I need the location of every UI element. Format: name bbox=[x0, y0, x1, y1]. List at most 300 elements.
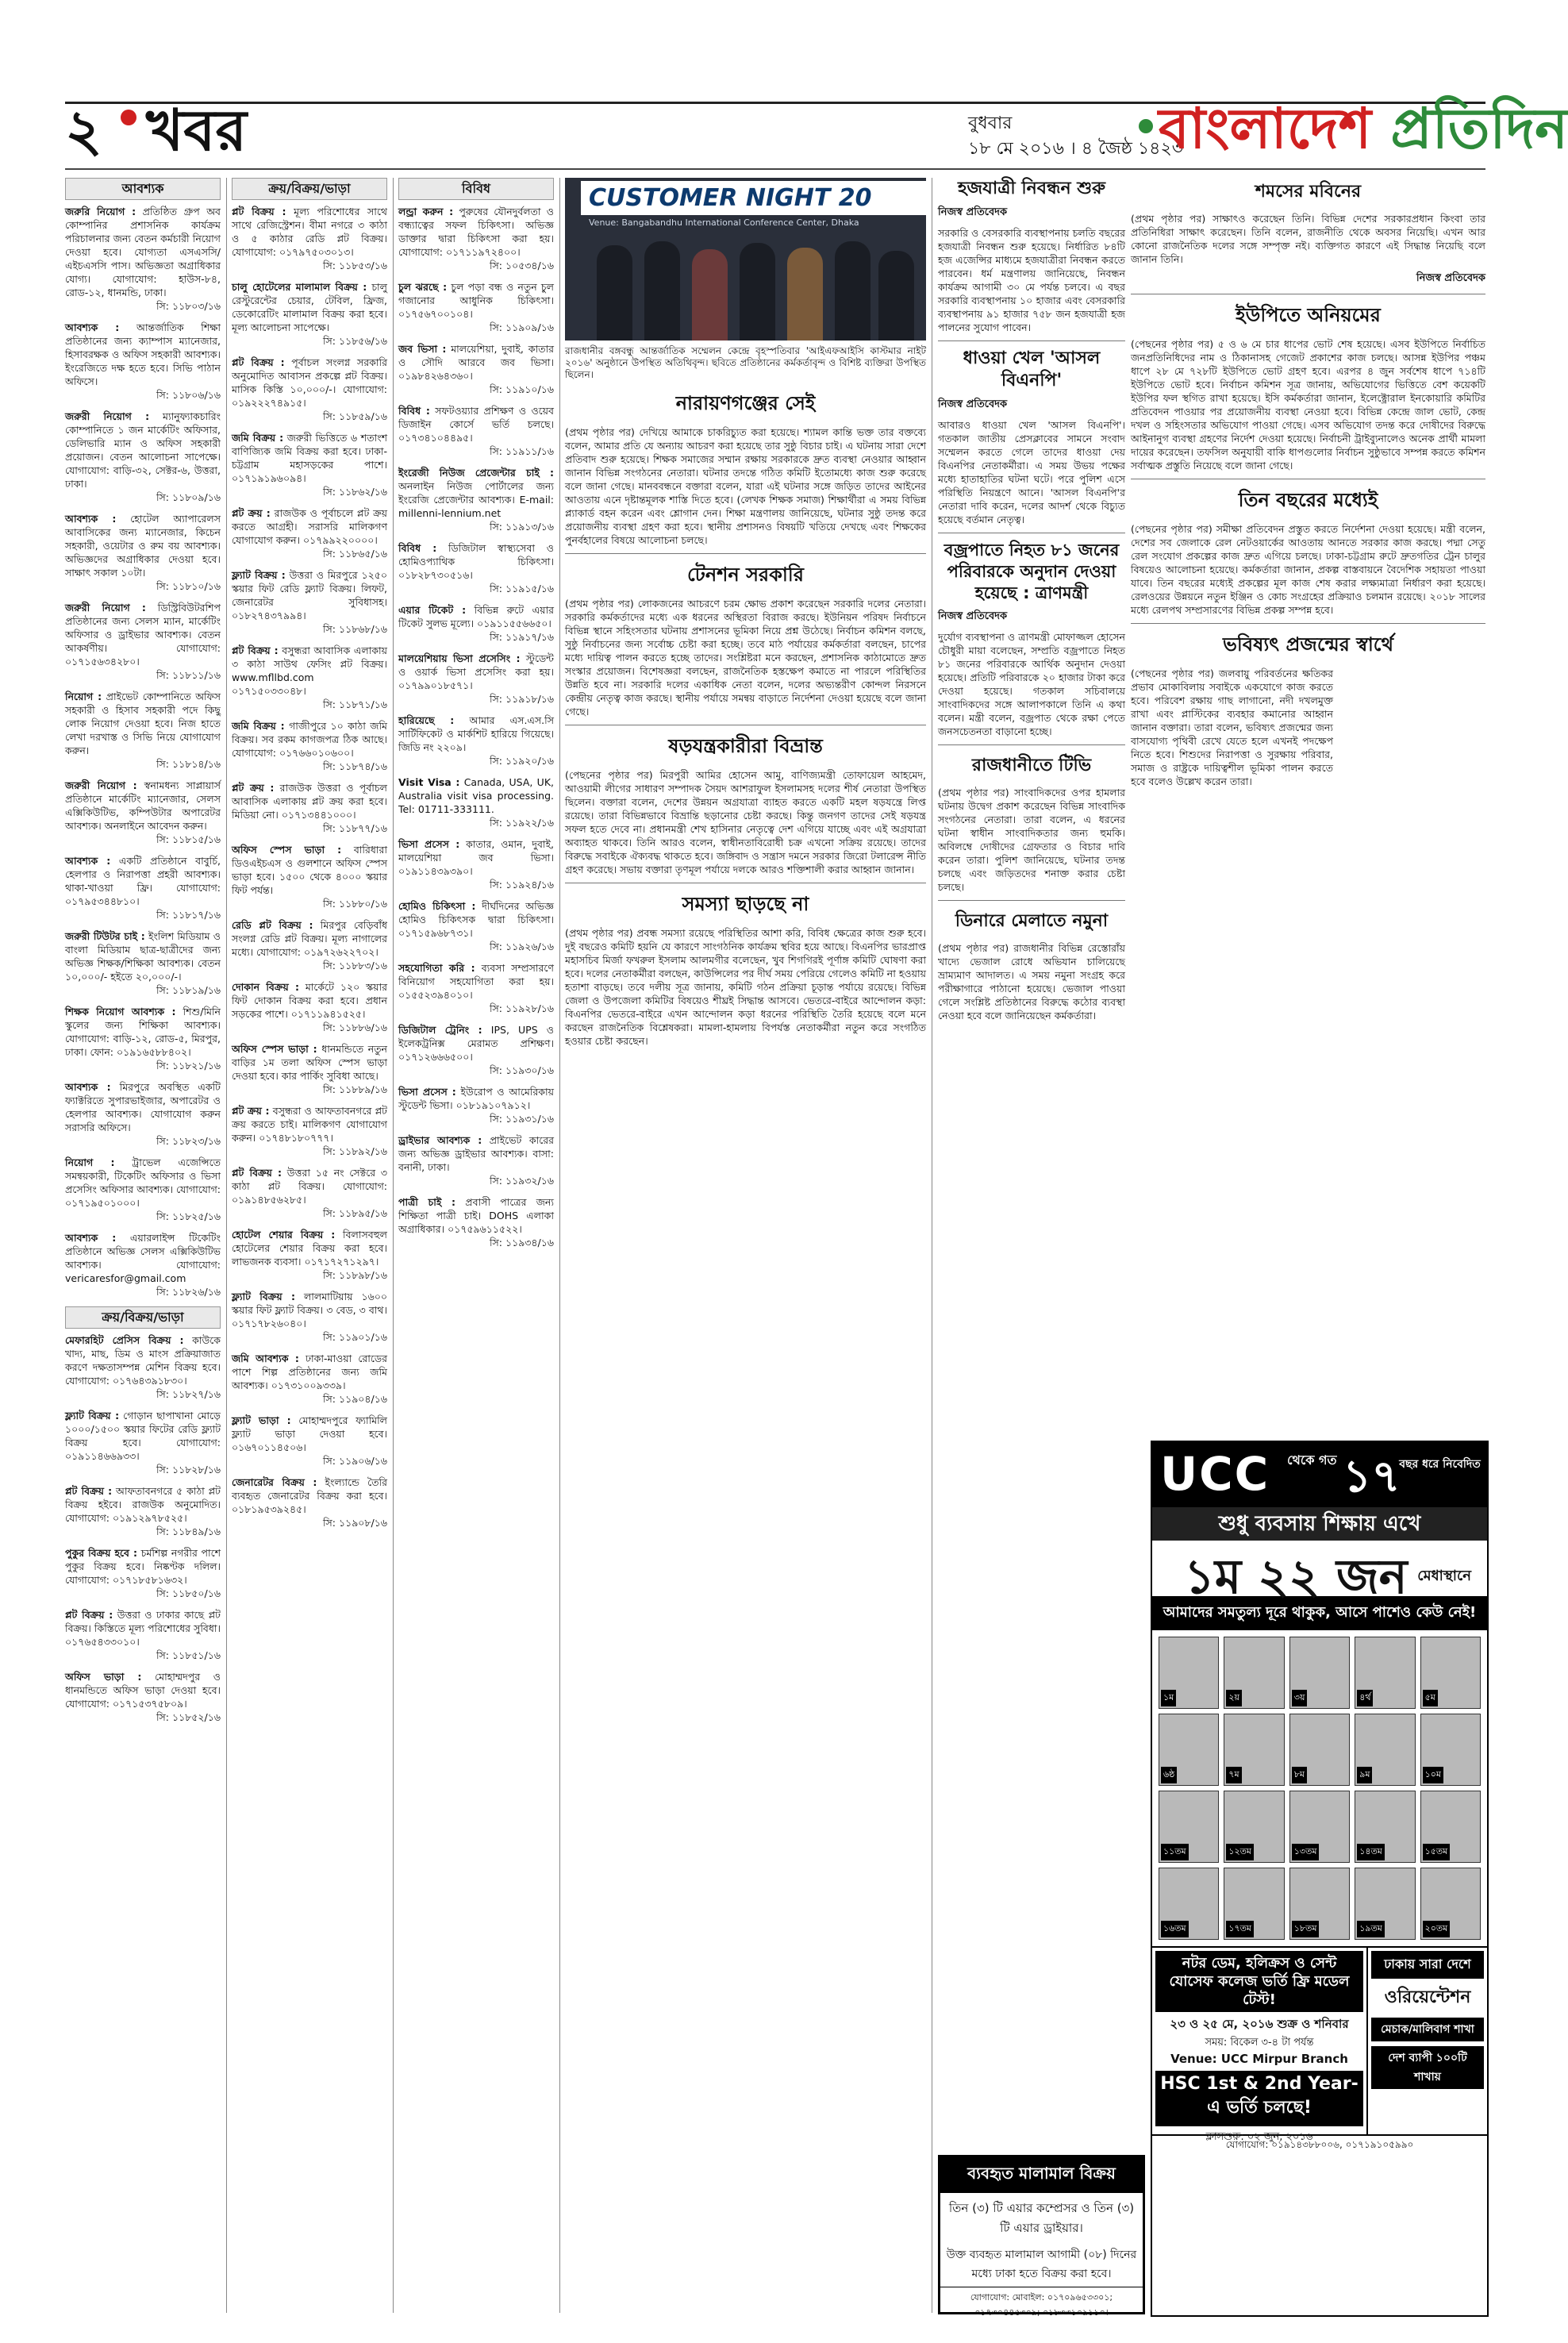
ad-lead: শিক্ষক নিয়োগ আবশ্যক : bbox=[65, 1006, 176, 1018]
classified-ad bbox=[398, 837, 554, 891]
person-figure bbox=[787, 248, 823, 340]
ad-lead: অফিস ভাড়া : bbox=[65, 1671, 142, 1683]
ad-reference: সি: ১১৮৪৯/১৬ bbox=[156, 1525, 221, 1537]
ad-lead: প্লট বিক্রয় : bbox=[65, 1609, 113, 1621]
day-name: বুধবার bbox=[968, 113, 1013, 133]
ad-text: প্রাইভেট কারের জন্য অভিজ্ঞ ড্রাইভার আবশ্যক। বাসা: বনানী, ঢাকা। bbox=[398, 1134, 554, 1173]
ad-text: ঢাকা-মাওয়া রোডের পাশে শিল্প প্রতিষ্ঠানের জন্য জমি আবশ্যক। ০১৭৩১০০৯৩৩৯। bbox=[232, 1352, 387, 1391]
ad-reference: সি: ১১৮৮৬/১৬ bbox=[322, 1021, 387, 1033]
ucc-tag: থেকে গত bbox=[1287, 1452, 1337, 1468]
ad-lead: আবশ্যক : bbox=[65, 1081, 111, 1093]
ad-lead: জরুরী নিয়োগ : bbox=[65, 602, 146, 614]
ucc-result bbox=[1152, 1541, 1487, 1605]
divider bbox=[938, 900, 1125, 901]
ad-lead: আবশ্যক : bbox=[65, 321, 120, 333]
classified-ad bbox=[398, 603, 554, 644]
student-rank: ১১তম bbox=[1161, 1844, 1189, 1860]
bullet-dot bbox=[121, 110, 136, 125]
ad-lead: ভিসা প্রসেস : bbox=[398, 1086, 456, 1098]
student-photo bbox=[1159, 1791, 1219, 1863]
masthead bbox=[0, 0, 1568, 171]
classified-ad bbox=[65, 1231, 221, 1298]
logo-dot bbox=[1139, 119, 1153, 133]
classified-ad bbox=[398, 1085, 554, 1125]
ad-lead: রেডি প্লট বিক্রয় : bbox=[232, 919, 313, 931]
ad-reference: সি: ১১৯১৭/১৬ bbox=[489, 631, 554, 643]
ad-text: প্রাইভেট কোম্পানিতে অফিস সহকারী ও হিসাব সহকারী পদে কিছু লোক নিয়োগ দেওয়া হবে। নিজ হাতে লেখা দরখাস্ত ও সিভি নিয়ে যোগাযোগ করুন। bbox=[65, 691, 221, 756]
classified-ad bbox=[232, 1166, 387, 1220]
ad-reference: সি: ১১৮৫২/১৬ bbox=[156, 1711, 221, 1723]
ad-reference: সি: ১১৯২০/১৬ bbox=[489, 755, 554, 767]
ad-reference: সি: ১১৮৫৩/১৬ bbox=[322, 260, 387, 271]
ad-reference: সি: ১১৮০৩/১৬ bbox=[156, 300, 221, 312]
ad-lead: জমি বিক্রয় : bbox=[232, 432, 284, 444]
column-header: ক্রয়/বিক্রয়/ভাড়া bbox=[65, 1306, 221, 1329]
byline: নিজস্ব প্রতিবেদক bbox=[938, 610, 1008, 622]
student-rank: ১৭তম bbox=[1226, 1921, 1254, 1937]
classified-ad bbox=[232, 1352, 387, 1406]
ad-reference: সি: ১১৮৫৬/১৬ bbox=[322, 335, 387, 347]
column-divider bbox=[393, 178, 394, 2313]
ad-text: দীর্ঘদিনের অভিজ্ঞ হোমিও চিকিৎসক দ্বারা চিকিৎসা। ০১৭১৫৯৬৮৭৩১। bbox=[398, 900, 554, 939]
logo-part-green: প্রতিদিন bbox=[1390, 96, 1568, 161]
classified-ad bbox=[65, 1080, 221, 1148]
ad-text: একটি প্রতিষ্ঠানে বাবুর্চি, হেলপার ও নিরাপত্তা প্রহরী আবশ্যক। থাকা-খাওয়া ফ্রি। যোগাযোগ: ০১৭৯৫৩৪৪৮১০। bbox=[65, 855, 221, 907]
ucc-contact: যোগাযোগ: ০১৯১৪৩৮৮০০৬, ০১৭১৯১০৫৯৯০ bbox=[1152, 2134, 1487, 2156]
ucc-header bbox=[1152, 1442, 1487, 1507]
ad-text: উত্তরা ১৫ নং সেক্টরে ৩ কাঠা প্লট বিক্রয়। যোগাযোগ: ০১৯১৪৮৫৬২৮৫। bbox=[232, 1167, 387, 1206]
photo-banner bbox=[581, 181, 926, 215]
classified-ad bbox=[232, 719, 387, 773]
ad-lead: নিয়োগ : bbox=[65, 1156, 115, 1168]
ad-reference: সি: ১১৮২৭/১৬ bbox=[156, 1388, 221, 1400]
ad-text: রাজউক উত্তরা ও পূর্বাচল আবাসিক এলাকায় প্লট ক্রয় করা হবে। মিডিয়া নো। ০১৭১৩৪৪১০০০। bbox=[232, 782, 387, 821]
student-photo bbox=[1224, 1637, 1284, 1709]
classified-ad bbox=[65, 929, 221, 997]
sale-deadline: উক্ত ব্যবহৃত মালামাল আগামী (০৮) দিনের মধ্যে ঢাকা হতে বিক্রয় করা হবে। bbox=[946, 2249, 1137, 2280]
student-photo bbox=[1289, 1714, 1350, 1786]
student-photo bbox=[1355, 1868, 1415, 1940]
ad-reference: সি: ১১৮৬২/১৬ bbox=[322, 486, 387, 498]
news-column-6 bbox=[1131, 178, 1485, 788]
ad-reference: সি: ১১৮৮৯/১৬ bbox=[322, 1083, 387, 1095]
ad-reference: সি: ১১৮৮৩/১৬ bbox=[322, 960, 387, 971]
ad-lead: ফ্ল্যাট বিক্রয় : bbox=[65, 1410, 120, 1422]
ad-text: ট্রাভেল এজেন্সিতে সমন্বয়কারী, টিকেটিং অফিসার ও ভিসা প্রসেসিং অফিসার আবশ্যক। যোগাযোগ: ০১৭১৯৫০১০০০। bbox=[65, 1156, 221, 1209]
classified-column-2 bbox=[232, 178, 387, 2313]
ucc-test-date: ২৩ ও ২৫ মে, ২০১৬ শুক্র ও শনিবার bbox=[1170, 2017, 1349, 2031]
student-photo bbox=[1224, 1714, 1284, 1786]
ad-lead: জরুরি নিয়োগ : bbox=[65, 206, 136, 217]
classified-ad bbox=[398, 652, 554, 706]
ad-reference: সি: ১১৮২৩/১৬ bbox=[156, 1135, 221, 1147]
ad-reference: সি: ১১৮১৪/১৬ bbox=[156, 758, 221, 770]
classified-ad bbox=[232, 644, 387, 711]
classified-ad bbox=[65, 1156, 221, 1223]
ad-text: ম্যানুফ্যাকচারিং কোম্পানিতে ১ জন মার্কেটিং অফিসার, ডেলিভারি ম্যান ও অফিস সহকারী প্রয়োজন। বেতন আলোচনা সাপেক্ষে। যোগাযোগ: বাড়ি-৩২, সেক্টর-৬, উত্তরা, ঢাকা। bbox=[65, 410, 221, 490]
classified-ad bbox=[232, 431, 387, 498]
ad-lead: Visit Visa : bbox=[398, 776, 460, 788]
ad-reference: সি: ১১৯৩০/১৬ bbox=[489, 1064, 554, 1076]
ad-lead: আবশ্যক : bbox=[65, 855, 111, 867]
ad-reference: সি: ১১৮৬৮/১৬ bbox=[322, 623, 387, 635]
byline: নিজস্ব প্রতিবেদক bbox=[1416, 272, 1485, 284]
newspaper-logo bbox=[1159, 86, 1568, 179]
classified-ad bbox=[232, 506, 387, 560]
person-figure bbox=[597, 245, 632, 340]
article-headline: ভবিষ্যৎ প্রজন্মের স্বার্থে bbox=[1223, 633, 1393, 656]
ad-text: মিরপুর বেড়িবাঁধ সংলগ্ন রেডি প্লট বিক্রয়। মূল্য নাগালের মধ্যে। যোগাযোগ: ০১৯৭২৬২২৭০২। bbox=[232, 919, 387, 958]
ucc-advertisement bbox=[1151, 1441, 1489, 2317]
ad-lead: নিয়োগ : bbox=[65, 691, 102, 702]
student-rank: ১ম bbox=[1161, 1690, 1176, 1706]
ad-lead: প্লট ক্রয় : bbox=[232, 507, 271, 519]
ad-text: IPS, UPS ও ইলেকট্রনিক্স মেরামত প্রশিক্ষণ। ০১৭১২৬৬৬৫০০। bbox=[398, 1024, 554, 1063]
ad-text: সফটওয়্যার প্রশিক্ষণ ও ওয়েব ডিজাইন কোর্সে ভর্তি চলছে। ০১৭৩৪১০৪৪৯৫। bbox=[398, 405, 554, 444]
student-photo bbox=[1355, 1791, 1415, 1863]
ad-lead: প্লট বিক্রয় : bbox=[232, 356, 285, 368]
ad-text: বসুন্ধরা ও আফতাবনগরে প্লট ক্রয় করতে চাই। মালিকগণ যোগাযোগ করুন। ০১৭৪৮১৮০৭৭৭। bbox=[232, 1105, 387, 1144]
ad-text: ডিস্ট্রিবিউটরশিপ প্রতিষ্ঠানের জন্য সেলস ম্যান, মার্কেটিং অফিসার ও ড্রাইভার আবশ্যক। বেতন আকর্ষণীয়। যোগাযোগ: ০১৭১৫৬৩৪২৮০। bbox=[65, 602, 221, 668]
ad-lead: প্লট বিক্রয় : bbox=[65, 1485, 113, 1497]
sale-notice bbox=[938, 2155, 1145, 2318]
ad-reference: সি: ১১৯২৬/১৬ bbox=[489, 941, 554, 952]
classified-ad bbox=[398, 1023, 554, 1077]
ad-reference: সি: ১১৯১১/১৬ bbox=[489, 445, 554, 457]
ad-lead: ডিজিটাল ট্রেনিং : bbox=[398, 1024, 482, 1036]
article-body: (প্রথম পৃষ্ঠার পর) লোকজনের আচরণে চরম ক্ষোভ প্রকাশ করেছেন সরকারি দলের নেতারা। সরকারি কর্মকর্তাদের মধ্যে এক ধরনের অস্থিরতা বিরাজ করছে। ইউনিয়ন পরিষদ নির্বাচনে বিভিন্ন স্থানে সহিংসতার ঘটনায় প্রশাসনের ভূমিকা নিয়ে প্রশ্ন উঠেছে। নির্বাচন কমিশন বলছে, সুষ্ঠু নির্বাচনের জন্য সর্বোচ্চ চেষ্টা করা হচ্ছে। তবে মাঠ পর্যায়ের কর্মকর্তারা বলছেন, চাপের মধ্যে দায়িত্ব পালন করতে হচ্ছে তাদের। সংশ্লিষ্টরা মনে করছেন, প্রশাসনিক কাঠামোতে দ্রুত সংস্কার প্রয়োজন। বিশেষজ্ঞরা বলছেন, রাজনৈতিক হস্তক্ষেপ কমাতে না পারলে পরিস্থিতির উন্নতি হবে না। সরকারি দলের একাধিক নেতা বলেন, দলের অভ্যন্তরীণ কোন্দল নিরসনে কেন্দ্রীয় নেতৃত্ব কাজ করছে। স্থানীয় পর্যায়ে সমন্বয় বাড়াতে নির্দেশনা দেওয়া হয়েছে বলে জানা গেছে। bbox=[565, 598, 926, 718]
ad-text: Canada, USA, UK, Australia visit visa processing. Tel: 01711-333111. bbox=[398, 776, 554, 815]
ad-reference: সি: ১১৯২৪/১৬ bbox=[489, 879, 554, 891]
ad-reference: সি: ১১৮২৮/১৬ bbox=[156, 1464, 221, 1475]
ad-text: ব্যবসা সম্প্রসারণে বিনিয়োগ সহযোগিতা করা হয়। ০১৫৫২৩৯৪০১০। bbox=[398, 962, 554, 1001]
ad-text: লালমাটিয়ায় ১৬০০ স্কয়ার ফিট ফ্ল্যাট বিক্রয়। ৩ বেড, ৩ বাথ। ০১৭১৭৮২৬০৪০। bbox=[232, 1291, 387, 1329]
ad-reference: সি: ১১৮১৭/১৬ bbox=[156, 909, 221, 921]
classified-ad bbox=[232, 843, 387, 910]
ad-reference: সি: ১১৯০৮/১৬ bbox=[322, 1517, 387, 1529]
ucc-claim: আমাদের সমতুল্য দূরে থাকুক, আসে পাশেও কেউ নেই! bbox=[1152, 1596, 1487, 1630]
photo-caption: রাজধানীর বঙ্গবন্ধু আন্তর্জাতিক সম্মেলন কেন্দ্রে বৃহস্পতিবার 'আইএফআইসি কাস্টমার নাইট ২০১৬' অনুষ্ঠানে উপস্থিত অতিথিবৃন্দ। ছবিতে প্রতিষ্ঠানের কর্মকর্তাবৃন্দ ও বিশিষ্ট ব্যক্তিরা উপস্থিত ছিলেন। bbox=[565, 345, 926, 380]
student-rank: ৯ম bbox=[1357, 1767, 1372, 1783]
article-headline: রাজধানীতে টিভি bbox=[971, 756, 1092, 775]
classified-ad bbox=[398, 714, 554, 768]
ad-lead: প্লট বিক্রয় : bbox=[232, 206, 286, 217]
article-headline: ধাওয়া খেল 'আসল বিএনপি' bbox=[963, 348, 1101, 390]
ad-reference: সি: ১১৮১৯/১৬ bbox=[156, 984, 221, 996]
classified-ad bbox=[232, 205, 387, 272]
student-photo-grid bbox=[1152, 1630, 1487, 1946]
article-body: (প্রথম পৃষ্ঠার পর) দেখিয়ে আমাকে চাকরিচ্যুত করা হয়েছে। শ্যামল কান্তি ভক্ত তার বক্তব্যে বলেন, আমার প্রতি যে অন্যায় আচরণ করা হয়েছে তার সুষ্ঠু বিচার চাই। এ ঘটনায় সারা দেশে প্রতিবাদ শুরু হয়েছে। শিক্ষক সমাজের সম্মান রক্ষায় সরকারকে দ্রুত ব্যবস্থা নেওয়ার আহ্বান জানান বিভিন্ন সংগঠনের নেতারা। ঘটনার তদন্তে গঠিত কমিটি ইতোমধ্যে কাজ শুরু করেছে বলে জানা গেছে। মানববন্ধনে বক্তারা বলেন, যারা এই ঘটনার সঙ্গে জড়িত তাদের আইনের আওতায় এনে দৃষ্টান্তমূলক শাস্তি দিতে হবে। (লেখক শিক্ষক সমাজ) শিক্ষার্থীরা এ সময় বিভিন্ন প্ল্যাকার্ড বহন করেন এবং শ্লোগান দেন। শিক্ষা মন্ত্রণালয় জানিয়েছে, ঘটনার সুষ্ঠু তদন্ত করে প্রয়োজনীয় ব্যবস্থা গ্রহণ করা হবে। স্থানীয় প্রশাসনও বিষয়টি খতিয়ে দেখছে এবং শিক্ষকের পুনর্বহালের বিষয়ে আলোচনা চলছে। bbox=[565, 426, 926, 546]
ad-reference: সি: ১১৮১০/১৬ bbox=[156, 580, 221, 592]
ad-text: রাজউক ও পূর্বাচলে প্লট ক্রয় করতে আগ্রহী। সরাসরি মালিকগণ যোগাযোগ করুন। ০১৭৯৯২২০০০০। bbox=[232, 507, 387, 546]
ucc-branch-title2: দেশ ব্যাপী ১০০টি শাখায় bbox=[1371, 2046, 1484, 2089]
classified-ad bbox=[65, 1608, 221, 1662]
student-rank: ১৩তম bbox=[1292, 1844, 1320, 1860]
classified-ad bbox=[65, 321, 221, 402]
ad-text: স্টুডেন্ট ও ওয়ার্ক ভিসা প্রসেসিং করা হয়। ০১৭৯৯০১৮৫৭১। bbox=[398, 652, 554, 691]
ad-reference: সি: ১১৮২৬/১৬ bbox=[156, 1286, 221, 1298]
column-header: ক্রয়/বিক্রয়/ভাড়া bbox=[232, 178, 387, 200]
ad-lead: সহযোগিতা করি : bbox=[398, 962, 475, 974]
ad-reference: সি: ১১৯১৫/১৬ bbox=[489, 583, 554, 594]
classified-ad bbox=[65, 512, 221, 593]
ad-lead: বিবিধ : bbox=[398, 405, 430, 417]
classified-ad bbox=[65, 1670, 221, 1724]
student-photo bbox=[1420, 1637, 1481, 1709]
ad-reference: সি: ১১৮২৫/১৬ bbox=[156, 1210, 221, 1222]
classified-ad bbox=[398, 280, 554, 334]
ucc-result-small: মেধাস্থানে bbox=[1417, 1568, 1471, 1584]
article-headline: তিন বছরের মধ্যেই bbox=[1238, 489, 1378, 511]
article-headline: ইউপিতে অনিয়মের bbox=[1236, 304, 1381, 326]
classified-ad bbox=[232, 1042, 387, 1096]
column-divider bbox=[226, 178, 227, 2313]
ad-lead: ভিসা প্রসেস : bbox=[398, 838, 460, 850]
student-photo bbox=[1420, 1714, 1481, 1786]
ad-text: গাজীপুরে ১০ কাঠা জমি বিক্রয়। সব রকম কাগজপত্র ঠিক আছে। যোগাযোগ: ০১৭৬৬০১০৬০০। bbox=[232, 720, 387, 759]
ad-reference: সি: ১১৯২২/১৬ bbox=[489, 817, 554, 829]
ad-text: অনলাইন নিউজ পোর্টালের জন্য ইংরেজি প্রেজেন্টার আবশ্যক। E-mail: millenni-lennium.net bbox=[398, 480, 554, 519]
student-rank: ১৯তম bbox=[1357, 1921, 1385, 1937]
student-photo bbox=[1355, 1714, 1415, 1786]
ad-text: পুরুষের যৌনদুর্বলতা ও বন্ধ্যাত্বের সফল চিকিৎসা। অভিজ্ঞ ডাক্তার দ্বারা চিকিৎসা করা হয়। যোগাযোগ: ০১৭১১৯৭২৪০০। bbox=[398, 206, 554, 258]
article-body: (প্রথম পৃষ্ঠার পর) সাক্ষাৎও করেছেন তিনি। বিভিন্ন দেশের সরকারপ্রধান কিংবা তার প্রতিনিধিরা সাক্ষাৎ করেছেন। তিনি বলেন, রাজনীতি থেকে অবসর নিয়েছি। এখন আর কোনো রাজনৈতিক দলের সঙ্গে সম্পৃক্ত নই। ব্যক্তিগত কারণে এই সিদ্ধান্ত নিয়েছি বলে জানান তিনি। bbox=[1131, 213, 1485, 265]
student-photo bbox=[1420, 1868, 1481, 1940]
ucc-branch-title: মেচাক/মালিবাগ শাখা bbox=[1371, 2018, 1484, 2041]
ad-lead: ড্রাইভার আবশ্যক : bbox=[398, 1134, 482, 1146]
classified-column-3 bbox=[398, 178, 554, 2313]
person-figure bbox=[740, 243, 775, 340]
classified-ad bbox=[398, 1133, 554, 1187]
article-body: (পেছনের পৃষ্ঠার পর) মিরপুরী আমির হোসেন আমু, বাণিজ্যমন্ত্রী তোফায়েল আহমেদ, আওয়ামী লীগের সাধারণ সম্পাদক সৈয়দ আশরাফুল ইসলামসহ দলের শীর্ষ নেতারা উপস্থিত ছিলেন। বক্তারা বলেন, দেশের উন্নয়ন অগ্রযাত্রা ব্যাহত করতে একটি মহল ষড়যন্ত্রে লিপ্ত রয়েছে। তারা বিভিন্নভাবে বিভ্রান্তি ছড়ানোর চেষ্টা করছে। কিন্তু জনগণ তাদের সেই ষড়যন্ত্র সফল হতে দেবে না। প্রধানমন্ত্রী শেখ হাসিনার নেতৃত্বে দেশ এগিয়ে যাচ্ছে এবং এই অগ্রযাত্রা অব্যাহত থাকবে। তিনি আরও বলেন, স্বাধীনতাবিরোধী চক্র এখনো সক্রিয় রয়েছে। তাদের বিরুদ্ধে সবাইকে ঐক্যবদ্ধ থাকতে হবে। জঙ্গিবাদ ও সন্ত্রাস দমনে সরকার জিরো টলারেন্স নীতি গ্রহণ করেছে। সভায় বক্তারা তৃণমূল পর্যায়ে দলকে আরও শক্তিশালী করার আহ্বান জানান। bbox=[565, 769, 926, 875]
ad-reference: সি: ১১৮৫০/১৬ bbox=[156, 1587, 221, 1599]
ad-lead: জমি আবশ্যক : bbox=[232, 1352, 299, 1364]
student-photo bbox=[1289, 1637, 1350, 1709]
ad-reference: সি: ১১৮৫১/১৬ bbox=[156, 1649, 221, 1661]
article-body: (পেছনের পৃষ্ঠার পর) ৫ ও ৬ মে চার ধাপের ভোট শেষ হয়েছে। এসব ইউপিতে নির্বাচিত জনপ্রতিনিধিদের নাম ও ঠিকানাসহ গেজেট প্রকাশের কাজ চলছে। আসন্ন ইউপির পঞ্চম ধাপে ২৮ মে ৭২৮টি ইউপিতে ভোট গ্রহণ হবে। এরপর ৪ জুন সর্বশেষ ধাপে ৭১৪টি ইউপিতে ভোট হবে। নির্বাচন কমিশন সূত্র জানায়, অভিযোগের ভিত্তিতে বেশ কয়েকটি ইউপির ফল স্থগিত রাখা হয়েছে। ইসি কর্মকর্তারা জানান, ইলেক্ট্রোরাল ইনকোয়ারি কমিটির প্রতিবেদন পাওয়ার পর প্রয়োজনীয় ব্যবস্থা নেওয়া হবে। বিভিন্ন কেন্দ্রে জাল ভোট, কেন্দ্র দখল ও সহিংসতার অভিযোগ পাওয়া গেছে। এসব অভিযোগ তদন্ত করে দোষীদের বিরুদ্ধে আইনানুগ ব্যবস্থা গ্রহণের নির্দেশ দেওয়া হয়েছে। নির্বাচনী ট্রাইব্যুনালেও অনেক প্রার্থী মামলা দায়ের করেছেন। তফসিল অনুযায়ী বাকি ধাপগুলোর নির্বাচন সুষ্ঠুভাবে সম্পন্ন করতে কমিশন সর্বাত্মক প্রস্তুতি নিয়েছে বলে জানা গেছে। bbox=[1131, 338, 1485, 471]
ad-text: চালু রেস্টুরেন্টের চেয়ার, টেবিল, ফ্রিজ, ডেকোরেটিং মালামাল বিক্রয় করা হবে। মূল্য আলোচনা সাপেক্ষে। bbox=[232, 281, 387, 333]
ad-lead: জব ভিসা : bbox=[398, 343, 447, 355]
article-headline: হজযাত্রী নিবন্ধন শুরু bbox=[957, 179, 1106, 198]
ad-reference: সি: ১১৮৭৪/১৬ bbox=[322, 760, 387, 772]
classified-ad bbox=[398, 775, 554, 829]
article-body: (প্রথম পৃষ্ঠার পর) রাজধানীর বিভিন্ন রেস্তোরাঁয় খাদ্যে ভেজাল রোধে অভিযান চালিয়েছে ভ্রাম্যমাণ আদালত। এ সময় নমুনা সংগ্রহ করে পরীক্ষাগারে পাঠানো হয়েছে। ভেজাল পাওয়া গেলে সংশ্লিষ্ট প্রতিষ্ঠানের বিরুদ্ধে কঠোর ব্যবস্থা নেওয়া হবে বলে জানিয়েছেন কর্মকর্তারা। bbox=[938, 942, 1125, 1021]
ucc-class-start: ক্লাসশুরু: ০২ জুন, ২০১৬ bbox=[1205, 2131, 1313, 2143]
ad-text: উত্তরা ও ঢাকার কাছে প্লট বিক্রয়। কিস্তিতে মূল্য পরিশোধের সুবিধা। ০১৭৬৫৪৩৩০১০। bbox=[65, 1609, 221, 1648]
classified-ad bbox=[398, 541, 554, 595]
ad-text: মার্কেটে ১২০ স্কয়ার ফিট দোকান বিক্রয় করা হবে। প্রধান সড়কের পাশে। ০১৭১১৯৪১৫২৫। bbox=[232, 981, 387, 1020]
article-body: (পেছনের পৃষ্ঠার পর) জলবায়ু পরিবর্তনের ক্ষতিকর প্রভাব মোকাবিলায় সবাইকে একযোগে কাজ করতে হবে। পরিবেশ রক্ষায় গাছ লাগানো, নদী দখলমুক্ত রাখা এবং প্লাস্টিকের ব্যবহার কমানোর আহ্বান জানান বক্তারা। তারা বলেন, ভবিষ্যৎ প্রজন্মের জন্য বাসযোগ্য পৃথিবী রেখে যেতে হলে এখনই পদক্ষেপ নিতে হবে। শিশুদের নিরাপত্তা ও সুরক্ষায় পরিবার, সমাজ ও রাষ্ট্রকে দায়িত্বশীল ভূমিকা পালন করতে হবে বলেও উল্লেখ করেন তারা। bbox=[1131, 668, 1333, 787]
ad-text: এয়ারলাইন্স টিকেটিং প্রতিষ্ঠানে অভিজ্ঞ সেলস এক্সিকিউটিভ আবশ্যক। যোগাযোগ: vericaresfor@gmail.com bbox=[65, 1232, 221, 1284]
ucc-years: ১৭ bbox=[1343, 1451, 1401, 1502]
classified-ad bbox=[232, 1290, 387, 1344]
classified-ad bbox=[65, 690, 221, 771]
classified-ad bbox=[232, 1104, 387, 1158]
ad-text: চর্মশিল্প নগরীর পাশে পুকুর বিক্রয় হবে। নিষ্কণ্টক দলিল। যোগাযোগ: ০১৭১৮৫৮১৬৩২। bbox=[65, 1547, 221, 1586]
ad-reference: সি: ১১৮৯৫/১৬ bbox=[322, 1207, 387, 1219]
ad-text: স্বনামধন্য সাপ্লায়ার্স প্রতিষ্ঠানে মার্কেটিং ম্যানেজার, সেলস এক্সিকিউটিভ, কম্পিউটার অপারেটর আবশ্যক। অনলাইনে আবেদন করুন। bbox=[65, 779, 221, 832]
classified-ad bbox=[65, 1409, 221, 1476]
student-rank: ১২তম bbox=[1226, 1844, 1254, 1860]
ad-reference: সি: ১১৯৩২/১৬ bbox=[489, 1175, 554, 1187]
student-rank: ১৫তম bbox=[1423, 1844, 1451, 1860]
ad-text: মিরপুরে অবস্থিত একটি ফ্যাক্টরিতে সুপারভাইজার, অপারেটর ও হেলপার আবশ্যক। যোগাযোগ করুন সরাসরি অফিসে। bbox=[65, 1081, 221, 1133]
student-rank: ২০তম bbox=[1423, 1921, 1451, 1937]
ad-lead: হোটেল শেয়ার বিক্রয় : bbox=[232, 1229, 336, 1241]
ad-reference: সি: ১১৮০৯/১৬ bbox=[156, 491, 221, 503]
ucc-right-text: ঢাকায় সারা দেশে bbox=[1371, 1951, 1484, 1979]
logo-part-red: বাংলাদেশ bbox=[1159, 96, 1391, 161]
student-rank: ৬ষ্ঠ bbox=[1161, 1767, 1177, 1783]
classified-ad bbox=[232, 280, 387, 348]
ad-text: কাউকে খাদ্য, মাছ, ডিম ও মাংস প্রক্রিয়াজাত করণে দক্ষতাসম্পন্ন মেশিন বিক্রয় হবে। যোগাযোগ: ০১৭৬৪৩৯১৮৩০। bbox=[65, 1334, 221, 1387]
ucc-branch-box bbox=[1368, 1948, 1487, 2134]
ad-text: প্রবাসী পাত্রের জন্য শিক্ষিতা পাত্রী চাই। DOHS এলাকা অগ্রাধিকার। ০১৭৫৯৬১১৫২২। bbox=[398, 1196, 554, 1235]
ad-text: ডিজিটাল স্বাস্থ্যসেবা ও হোমিওপ্যাথিক চিকিৎসা। ০১৮২৮৭৩০৫১৬। bbox=[398, 542, 554, 581]
ad-text: গোড়ান ছাপাখানা মোড়ে ১০০০/১৫০০ স্কয়ার ফিটের রেডি ফ্ল্যাট বিক্রয় হবে। যোগাযোগ: ০১৯১১৪৬৬৯৩৩। bbox=[65, 1410, 221, 1462]
ad-lead: আবশ্যক : bbox=[65, 1232, 117, 1244]
ad-lead: ফ্ল্যাট বিক্রয় : bbox=[232, 1291, 295, 1302]
classified-ad bbox=[232, 980, 387, 1034]
classified-ad bbox=[398, 404, 554, 458]
student-rank: ৫ম bbox=[1423, 1690, 1438, 1706]
student-photo bbox=[1159, 1714, 1219, 1786]
student-rank: ১৮তম bbox=[1292, 1921, 1320, 1937]
classified-ad bbox=[65, 779, 221, 846]
news-column-5 bbox=[938, 178, 1125, 1022]
column-header: বিবিধ bbox=[398, 178, 554, 200]
ad-text: মোহাম্মদপুরে ফ্যামিলি ফ্ল্যাট ভাড়া দেওয়া হবে। ০১৬৭০১১৪৫০৬। bbox=[232, 1414, 387, 1453]
ad-lead: চুল ঝরছে : bbox=[398, 281, 448, 293]
student-rank: ৮ম bbox=[1292, 1767, 1307, 1783]
classified-ad bbox=[65, 1333, 221, 1401]
student-photo bbox=[1159, 1637, 1219, 1709]
ad-reference: সি: ১১৯০৬/১৬ bbox=[322, 1455, 387, 1467]
classified-ad bbox=[65, 1546, 221, 1600]
ucc-test-time: সময়: বিকেল ৩-৪ টা পর্যন্ত bbox=[1205, 2037, 1314, 2049]
ad-text: ধানমন্ডিতে নতুন বাড়ির ১ম তলা অফিস স্পেস ভাড়া দেওয়া হবে। কার পার্কিং সুবিধা আছে। bbox=[232, 1043, 387, 1082]
ad-lead: অফিস স্পেস ভাড়া : bbox=[232, 1043, 317, 1055]
student-photo bbox=[1224, 1868, 1284, 1940]
ucc-venue: Venue: UCC Mirpur Branch bbox=[1170, 2052, 1348, 2066]
ad-list bbox=[65, 205, 221, 1298]
column-header: আবশ্যক bbox=[65, 178, 221, 200]
ad-text: কাতার, ওমান, দুবাই, মালয়েশিয়া জব ভিসা। ০১৯১১৪৩৯৩৯০। bbox=[398, 838, 555, 877]
article-body: সরকারি ও বেসরকারি ব্যবস্থাপনায় চলতি বছরের হজযাত্রী নিবন্ধন শুরু হয়েছে। নির্ধারিত ৮৪টি হজ এজেন্সির মাধ্যমে হজযাত্রীরা নিবন্ধন করতে পারবেন। ধর্ম মন্ত্রণালয় জানিয়েছে, নিবন্ধন কার্যক্রম আগামী ৩০ মে পর্যন্ত চলবে। এ বছর সরকারি ব্যবস্থাপনায় ১০ হাজার এবং বেসরকারি ব্যবস্থাপনায় ৯১ হাজার ৭৫৮ জন হজযাত্রী হজ পালনের সুযোগ পাবেন। bbox=[938, 227, 1125, 333]
ad-lead: প্লট বিক্রয় : bbox=[232, 644, 279, 656]
classified-column-1 bbox=[65, 178, 221, 2313]
student-photo bbox=[1289, 1791, 1350, 1863]
article-headline: শমসের মবিনের bbox=[1255, 182, 1362, 202]
ad-lead: জমি বিক্রয় : bbox=[232, 720, 285, 732]
person-figure bbox=[644, 241, 680, 340]
ad-reference: সি: ১১৮২১/১৬ bbox=[156, 1060, 221, 1071]
sale-contact: যোগাযোগ: মোবাইল: ০১৭০৯৬৫৩৩০১; ০১৭৩০৪৪৫৩০৯; ০১৮৩৩১০৯১১০। bbox=[940, 2287, 1143, 2324]
classified-ad bbox=[398, 466, 554, 533]
ad-reference: সি: ১১৮০৬/১৬ bbox=[156, 389, 221, 401]
ad-lead: পুকুর বিক্রয় হবে : bbox=[65, 1547, 138, 1559]
sale-items: তিন (৩) টি এয়ার কম্প্রেসর ও তিন (৩) টি এয়ার ড্রাইয়ার। bbox=[948, 2201, 1135, 2235]
photo-banner-text: CUSTOMER NIGHT 20 bbox=[589, 184, 872, 212]
article-headline: বজ্রপাতে নিহত ৮১ জনের পরিবারকে অনুদান দেওয়া হয়েছে : ত্রাণমন্ত্রী bbox=[943, 541, 1120, 602]
classified-ad bbox=[65, 601, 221, 682]
ad-reference: সি: ১১৮১৫/১৬ bbox=[156, 833, 221, 845]
ad-reference: সি: ১১৯২৮/১৬ bbox=[489, 1002, 554, 1014]
ucc-logo: UCC bbox=[1160, 1447, 1270, 1501]
student-photo bbox=[1289, 1868, 1350, 1940]
student-rank: ১০ম bbox=[1423, 1767, 1443, 1783]
ad-reference: সি: ১১৮৭৭/১৬ bbox=[322, 822, 387, 834]
ad-lead: ইংরেজী নিউজ প্রেজেন্টার চাই : bbox=[398, 467, 554, 479]
ad-lead: ফ্ল্যাট ভাড়া : bbox=[232, 1414, 291, 1426]
ad-reference: সি: ১০৫৩৪/১৬ bbox=[489, 260, 554, 271]
ad-lead: পাত্রী চাই : bbox=[398, 1196, 456, 1208]
sale-title: ব্যবহৃত মালামাল বিক্রয় bbox=[940, 2157, 1143, 2193]
classified-ad bbox=[398, 342, 554, 396]
classified-ad bbox=[398, 961, 554, 1015]
student-rank: ৩য় bbox=[1292, 1690, 1308, 1706]
student-rank: ১৬তম bbox=[1161, 1921, 1189, 1937]
ad-lead: লন্ড্রা করুন : bbox=[398, 206, 454, 217]
ad-text: পূর্বাচল সংলগ্ন সরকারি অনুমোদিত আবাসন প্রকল্পে প্লট বিক্রয়। মাসিক কিস্তি ১০,০০০/-। যোগাযোগ: ০১৯২২২৭৪৯১৫। bbox=[232, 356, 387, 409]
photo-venue: Venue: Bangabandhu International Conference Center, Dhaka bbox=[589, 217, 859, 228]
classified-ad bbox=[232, 1475, 387, 1529]
ad-lead: হোমিও চিকিৎসা : bbox=[398, 900, 476, 912]
date-line: ১৮ মে ২০১৬ । ৪ জৈষ্ঠ ১৪২৩ bbox=[968, 139, 1184, 159]
article-body: (প্রথম পৃষ্ঠার পর) প্রবন্ধ সমস্যা রয়েছে পরিস্থিতির আশা করি, বিবিধ ক্ষেত্রের কাজ শুরু হবে। দুই বছরেও কমিটি হয়নি যে কারণে সাংগঠনিক কার্যক্রম স্থবির হয়ে আছে। বিএনপির ভারপ্রাপ্ত মহাসচিব মির্জা ফখরুল ইসলাম আলমগীর বলেছেন, খুব শিগগিরই পূর্ণাঙ্গ কমিটি ঘোষণা করা হবে। দলের নেতাকর্মীরা বলছেন, কাউন্সিলের পর দীর্ঘ সময় পেরিয়ে গেলেও কমিটি না হওয়ায় হতাশা বাড়ছে। তবে দলীয় সূত্র জানায়, কমিটি গঠন প্রক্রিয়া চূড়ান্ত পর্যায়ে রয়েছে। বিভিন্ন জেলা ও উপজেলা কমিটির বিষয়েও শীঘ্রই সিদ্ধান্ত আসবে। ভেতরে-বাইরে আন্দোলন কড়া: বিএনপির ভেতরে-বাইরে এখন আন্দোলন কড়া ধরনের পরিস্থিতি তৈরি হয়েছে বলে মনে করছেন রাজনৈতিক বিশ্লেষকরা। মামলা-হামলায় বিপর্যস্ত নেতাকর্মীরা নতুন করে সংগঠিত হওয়ার চেষ্টা করছেন। bbox=[565, 927, 926, 1047]
classified-ad bbox=[232, 1414, 387, 1468]
masthead-underline bbox=[65, 168, 1485, 170]
ucc-slogan: শুধু ব্যবসায় শিক্ষায় এখে bbox=[1152, 1507, 1487, 1541]
ad-reference: সি: ১১৮৯২/১৬ bbox=[322, 1145, 387, 1157]
ad-text: বারিধারা ডিওএইচএস ও গুলশানে অফিস স্পেস ভাড়া হবে। ১৫০০ থেকে ৪০০০ স্কয়ার ফিট পর্যন্ত। bbox=[232, 844, 387, 896]
ad-lead: প্লট ক্রয় : bbox=[232, 1105, 270, 1117]
ad-lead: জরুরী নিয়োগ : bbox=[65, 410, 150, 422]
ad-text: বসুন্ধরা আবাসিক এলাকায় ৩ কাঠা সাউথ ফেসিং প্লট বিক্রয়। www.mfllbd.com ০১৭১৫০৩৩০৪৮। bbox=[232, 644, 387, 697]
ad-reference: সি: ১১৯১০/১৬ bbox=[489, 383, 554, 395]
byline: নিজস্ব প্রতিবেদক bbox=[938, 206, 1008, 218]
ad-lead: দোকান বিক্রয় : bbox=[232, 981, 299, 993]
ad-text: জরুরী ভিত্তিতে ৬ শতাংশ বাণিজ্যিক জমি বিক্রয় করা হবে। ঢাকা-চট্টগ্রাম মহাসড়কের পাশে। ০১৭১৯১৯৬০৯৪। bbox=[232, 432, 387, 484]
byline: নিজস্ব প্রতিবেদক bbox=[938, 398, 1008, 410]
ad-lead: জেনারেটর বিক্রয় : bbox=[232, 1476, 317, 1488]
ucc-tag: বছর ধরে নিবেদিত bbox=[1399, 1458, 1481, 1471]
ad-reference: সি: ১১৯১৩/১৬ bbox=[489, 521, 554, 533]
ad-text: ইংলিশ মিডিয়াম ও বাংলা মিডিয়াম ছাত্র-ছাত্রীদের জন্য অভিজ্ঞ শিক্ষক/শিক্ষিকা আবশ্যক। বেতন ১০,০০০/- হইতে ২০,০০০/-। bbox=[65, 930, 221, 983]
ad-text: প্রতিষ্ঠিত গ্রুপ অব কোম্পানির প্রশাসনিক কার্যক্রম পরিচালনার জন্য বেতন কর্মচারী নিয়োগ দেওয়া হবে। যোগ্যতা এসএসসি/এইচএসসি পাস। অভিজ্ঞতা অগ্রাধিকার যোগ্য। যোগাযোগ: হাউস-৮৪, রোড-১২, ধানমন্ডি, ঢাকা। bbox=[65, 206, 221, 298]
ad-text: মূল্য পরিশোধের সাথে সাথে রেজিস্ট্রেশন। বীমা নগরে ৩ কাঠা ও ৫ কাঠার রেডি প্লট বিক্রয়। যোগাযোগ: ০১৭৯৭৫০৩০১৩। bbox=[232, 206, 387, 258]
student-rank: ৪র্থ bbox=[1357, 1690, 1373, 1706]
article-body: (পেছনের পৃষ্ঠার পর) সমীক্ষা প্রতিবেদন প্রস্তুত করতে নির্দেশনা দেওয়া হয়েছে। মন্ত্রী বলেন, দেশের সব জেলাকে রেল নেটওয়ার্কের আওতায় আনতে সরকার কাজ করছে। পদ্মা সেতু রেল সংযোগ প্রকল্পের কাজ দ্রুত এগিয়ে চলছে। ঢাকা-চট্টগ্রাম রুটে দ্রুতগতির ট্রেন চালুর বিষয়েও আলোচনা হয়েছে। কর্মকর্তারা জানান, প্রকল্প বাস্তবায়নে বৈদেশিক সহায়তা পাওয়া যাবে। তিন বছরের মধ্যেই প্রকল্পের মূল কাজ শেষ করার লক্ষ্যমাত্রা নির্ধারণ করা হয়েছে। রেলওয়ের উন্নয়নে নতুন ইঞ্জিন ও কোচ সংগ্রহের প্রক্রিয়াও চলমান রয়েছে। ২০১৮ সালের মধ্যে রেলপথ সম্প্রসারণের বিভিন্ন প্রকল্প সম্পন্ন হবে। bbox=[1131, 523, 1485, 616]
ad-reference: সি: ১১৮৫৯/১৬ bbox=[322, 410, 387, 422]
ad-text: বিলাসবহুল হোটেলের শেয়ার বিক্রয় করা হবে। লাভজনক ব্যবসা। ০১৭১৭২৭১২৯৭। bbox=[232, 1229, 387, 1268]
ad-lead: জরুরী নিয়োগ : bbox=[65, 779, 137, 791]
classified-ad bbox=[65, 1005, 221, 1072]
person-figure bbox=[878, 251, 914, 340]
ad-reference: সি: ১১৯৩৪/১৬ bbox=[489, 1237, 554, 1248]
article-body: আবারও ধাওয়া খেল 'আসল বিএনপি'। গতকাল জাতীয় প্রেসক্লাবের সামনে সংবাদ সম্মেলন করতে গেলে তাদের ধাওয়া দেয় বিএনপির নেতাকর্মীরা। এ সময় উভয় পক্ষের মধ্যে হাতাহাতির ঘটনা ঘটে। পরে পুলিশ এসে পরিস্থিতি নিয়ন্ত্রণে আনে। 'আসল বিএনপি'র নেতারা দাবি করেন, দলের আদর্শ থেকে বিচ্যুত হয়েছে বর্তমান নেতৃত্ব। bbox=[938, 419, 1125, 525]
ucc-hsc: HSC 1st & 2nd Year-এ ভর্তি চলছে! bbox=[1155, 2071, 1363, 2126]
ad-list bbox=[398, 205, 554, 1249]
ad-text: আমার এস.এস.সি সার্টিফিকেট ও মার্কশিট হারিয়ে গিয়েছে। জিডি নং ২২০৯। bbox=[398, 714, 554, 753]
person-figure bbox=[835, 241, 870, 340]
classified-ad bbox=[398, 205, 554, 272]
ad-lead: মালয়েশিয়ায় ভিসা প্রসেসিং : bbox=[398, 652, 521, 664]
ad-reference: সি: ১১৯০১/১৬ bbox=[322, 1331, 387, 1343]
ucc-notre-dame-box bbox=[1152, 1948, 1368, 2143]
divider bbox=[565, 553, 926, 554]
person-figure bbox=[692, 249, 728, 340]
